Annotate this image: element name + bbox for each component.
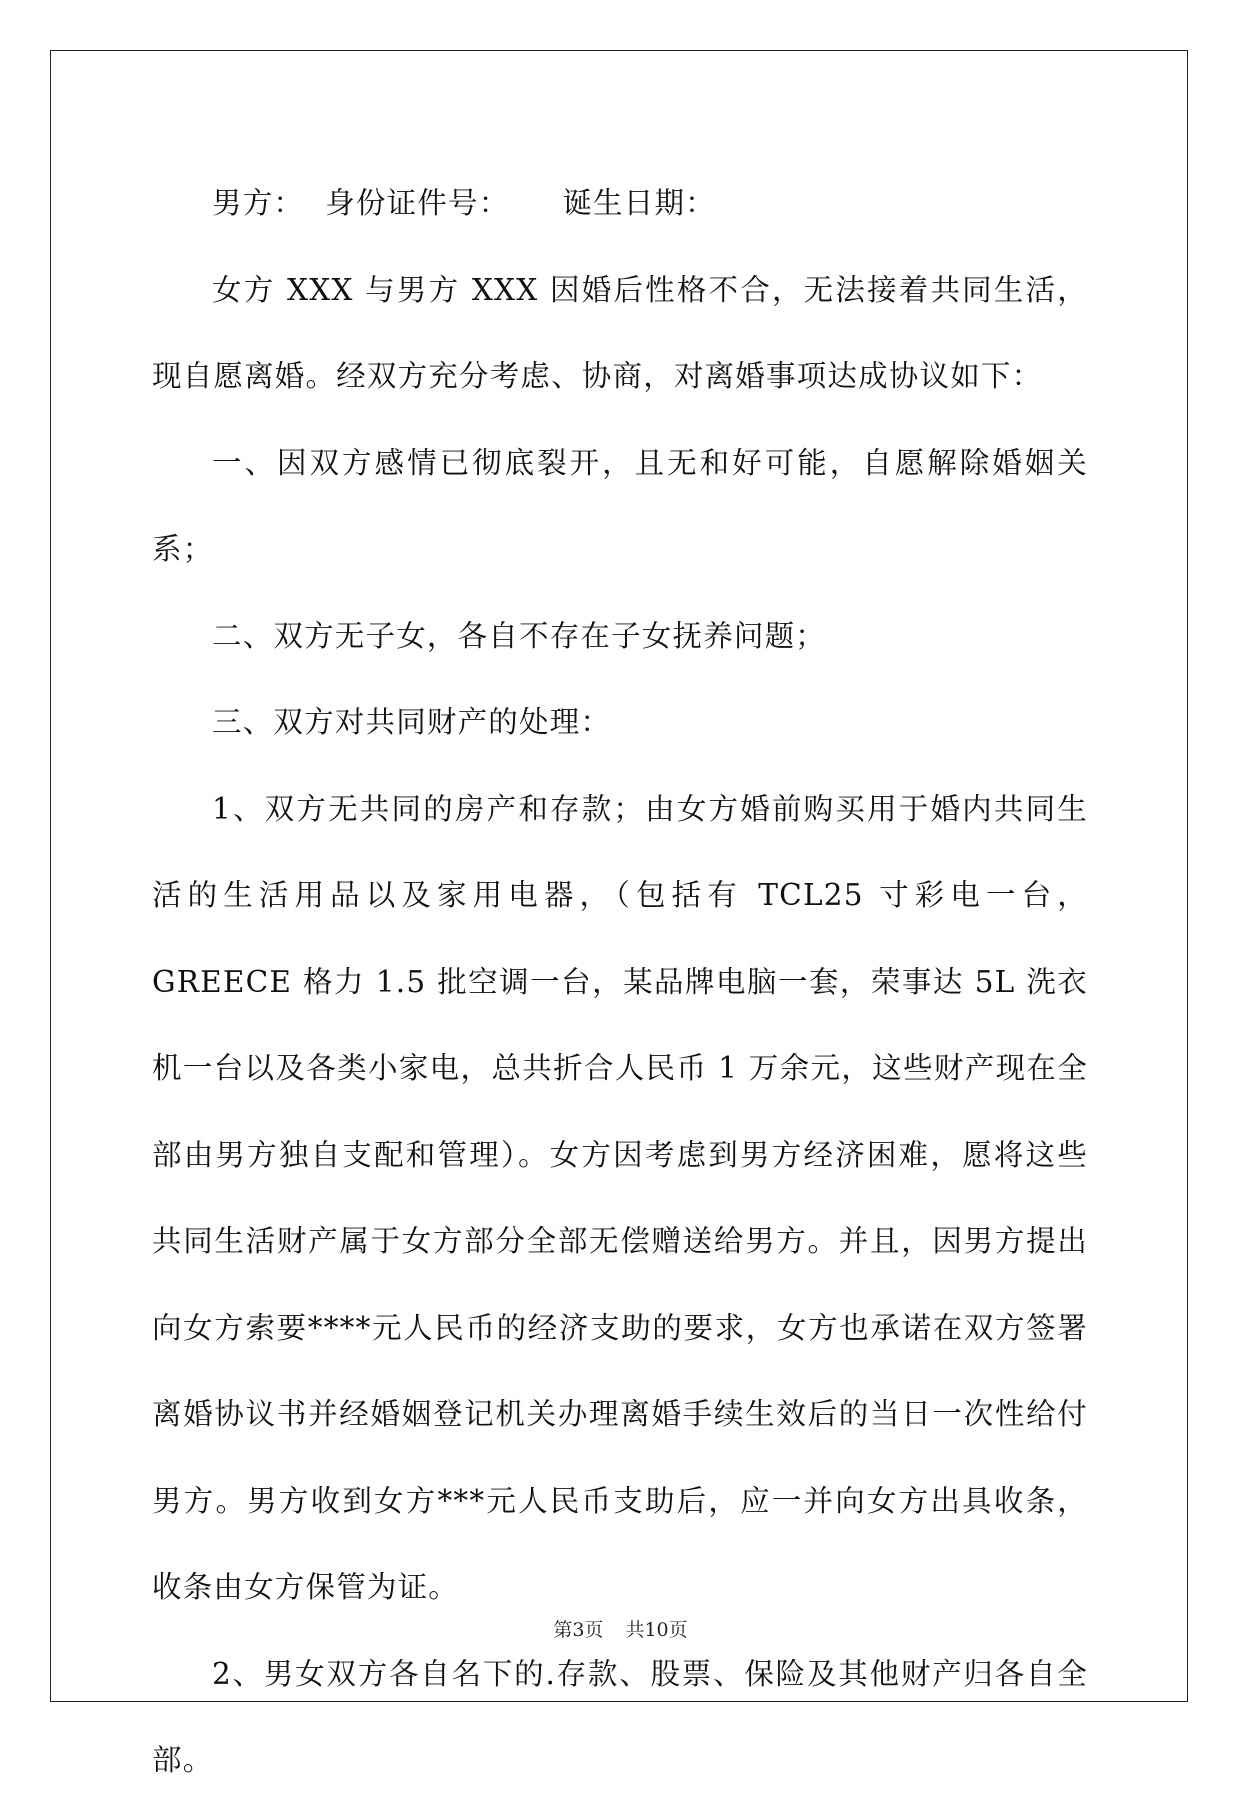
- page-number-total: 共10页: [625, 1619, 688, 1641]
- agreement-intro-paragraph: 女方 XXX 与男方 XXX 因婚后性格不合，无法接着共同生活，现自愿离婚。经双方充分考虑、协商，对离婚事项达成协议如下：: [152, 272, 1088, 393]
- party-info-line: 男方： 身份证件号： 诞生日期：: [212, 186, 716, 220]
- property-item-2-paragraph: 2、男女双方各自名下的.存款、股票、保险及其他财产归各自全部。: [152, 1656, 1088, 1777]
- clause-1-paragraph: 一、因双方感情已彻底裂开，且无和好可能，自愿解除婚姻关系；: [152, 445, 1088, 566]
- clause-3-heading: 三、双方对共同财产的处理：: [212, 705, 612, 739]
- clause-2-paragraph: 二、双方无子女，各自不存在子女抚养问题；: [212, 618, 827, 653]
- document-body: [152, 160, 1088, 1804]
- page-number-current: 第3页: [553, 1619, 604, 1641]
- property-item-1-paragraph: 1、双方无共同的房产和存款；由女方婚前购买用于婚内共同生活的生活用品以及家用电器，（包括有 TCL25 寸彩电一台，GREECE 格力 1.5 批空调一台，某品牌电脑一套，荣事达 5L 洗衣机一台以及各类小家电，总共折合人民币 1 万余元，这些财产现在全部由男方独自支配和管理）。女方因考虑到男方经济困难，愿将这些共同生活财产属于女方部分全部无偿赠送给男方。并且，因男方提出向女方索要****元人民币的经济支助的要求，女方也承诺在双方签署离婚协议书并经婚姻登记机关办理离婚手续生效后的当日一次性给付男方。男方收到女方***元人民币支助后，应一并向女方出具收条，收条由女方保管为证。: [152, 791, 1088, 1604]
- page-footer: [0, 1618, 1241, 1642]
